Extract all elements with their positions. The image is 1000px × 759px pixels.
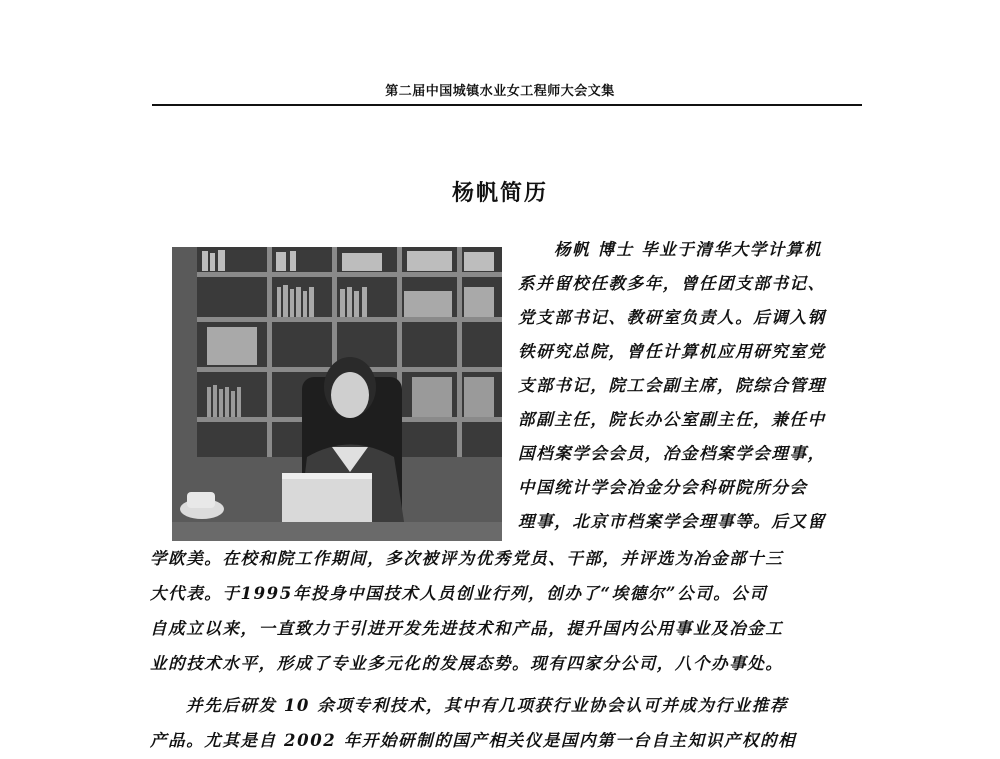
body-text-line: 铁研究总院，曾任计算机应用研究室党 <box>518 342 826 361</box>
article-title: 杨帆简历 <box>451 180 548 206</box>
body-text-line: 支部书记，院工会副主席，院综合管理 <box>518 376 826 395</box>
body-text-line: 系并留校任教多年，曾任团支部书记、 <box>518 274 826 293</box>
body-text-line: 自成立以来，一直致力于引进开发先进技术和产品，提升国内公用事业及冶金工 <box>150 619 784 638</box>
body-text-line: 业的技术水平，形成了专业多元化的发展态势。现有四家分公司，八个办事处。 <box>150 654 784 673</box>
body-text-line: 中国统计学会冶金分会科研院所分会 <box>518 478 808 497</box>
running-header: 第二届中国城镇水业女工程师大会文集 <box>385 84 615 99</box>
header-rule <box>152 104 862 106</box>
body-text-line: 国档案学会会员，冶金档案学会理事， <box>518 444 826 463</box>
body-text-line: 学欧美。在校和院工作期间，多次被评为优秀党员、干部，并评选为冶金部十三 <box>150 549 784 568</box>
body-text-line: 理事，北京市档案学会理事等。后又留 <box>518 512 826 531</box>
portrait-photo <box>172 247 502 541</box>
office-portrait-image <box>172 247 502 541</box>
body-text-line: 并先后研发 10 余项专利技术，其中有几项获行业协会认可并成为行业推荐 <box>186 696 788 715</box>
body-text-line: 杨帆 博士 毕业于清华大学计算机 <box>554 240 823 259</box>
body-text-line: 产品。尤其是自 2002 年开始研制的国产相关仪是国内第一台自主知识产权的相 <box>150 731 797 750</box>
body-text-line: 部副主任，院长办公室副主任，兼任中 <box>518 410 826 429</box>
body-text-line: 大代表。于1995年投身中国技术人员创业行列，创办了“埃德尔”公司。公司 <box>150 584 768 603</box>
body-text-line: 党支部书记、教研室负责人。后调入钢 <box>518 308 826 327</box>
